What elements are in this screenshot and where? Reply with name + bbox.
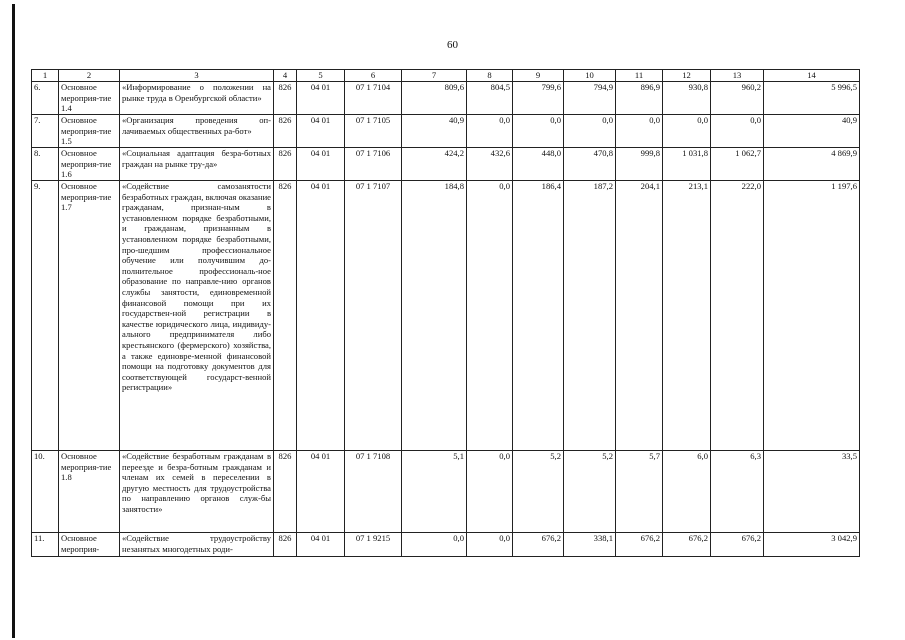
header-cell: 2	[59, 70, 120, 82]
row-number: 9.	[32, 181, 59, 451]
activity-name: Основное мероприя-тие 1.6	[59, 148, 120, 181]
header-cell: 13	[711, 70, 764, 82]
row-number: 10.	[32, 451, 59, 533]
value-cell: 187,2	[564, 181, 616, 451]
code-cell: 04 01	[297, 451, 345, 533]
activity-name: Основное мероприя-тие 1.4	[59, 82, 120, 115]
header-cell: 14	[764, 70, 860, 82]
value-cell: 809,6	[402, 82, 467, 115]
value-cell: 676,2	[663, 533, 711, 557]
code-cell: 826	[274, 181, 297, 451]
total-cell: 5 996,5	[764, 82, 860, 115]
code-cell: 07 1 7105	[345, 115, 402, 148]
table-row	[32, 115, 860, 148]
total-cell: 33,5	[764, 451, 860, 533]
value-cell: 213,1	[663, 181, 711, 451]
value-cell: 999,8	[616, 148, 663, 181]
activity-description: «Организация проведения оп-лачиваемых общественных ра-бот»	[120, 115, 274, 148]
value-cell: 0,0	[402, 533, 467, 557]
row-number: 11.	[32, 533, 59, 557]
value-cell: 40,9	[402, 115, 467, 148]
table-row	[32, 148, 860, 181]
value-cell: 222,0	[711, 181, 764, 451]
value-cell: 0,0	[711, 115, 764, 148]
row-number: 6.	[32, 82, 59, 115]
value-cell: 896,9	[616, 82, 663, 115]
value-cell: 960,2	[711, 82, 764, 115]
total-cell: 40,9	[764, 115, 860, 148]
value-cell: 1 062,7	[711, 148, 764, 181]
value-cell: 0,0	[467, 181, 513, 451]
header-cell: 1	[32, 70, 59, 82]
code-cell: 04 01	[297, 148, 345, 181]
value-cell: 184,8	[402, 181, 467, 451]
header-cell: 8	[467, 70, 513, 82]
total-cell: 1 197,6	[764, 181, 860, 451]
table-row	[32, 451, 860, 533]
value-cell: 0,0	[467, 451, 513, 533]
value-cell: 424,2	[402, 148, 467, 181]
total-cell: 3 042,9	[764, 533, 860, 557]
value-cell: 0,0	[467, 533, 513, 557]
header-cell: 11	[616, 70, 663, 82]
code-cell: 07 1 9215	[345, 533, 402, 557]
value-cell: 338,1	[564, 533, 616, 557]
header-cell: 5	[297, 70, 345, 82]
activity-description: «Содействие трудоустройству незанятых многодетных роди-	[120, 533, 274, 557]
value-cell: 5,7	[616, 451, 663, 533]
code-cell: 826	[274, 82, 297, 115]
header-cell: 9	[513, 70, 564, 82]
activity-description: «Содействие самозанятости безработных граждан, включая оказание гражданам, признан-ным в установленном порядке безработными, и гражданам, признанным в установленном порядке безработными, про-шедшим профессиональное обучение или получившим до-полнительное профессиональ-ное образование по направле-нию органов службы занятости, единовременной финансовой помощи при их государствен-ной регистрации в качестве юридического лица, индивиду-ального предпринимателя либо крестьянского (фермерского) хозяйства, а также единовре-менной финансовой помощи на подготовку документов для соответствующей государст-венной регистрации»	[120, 181, 274, 451]
code-cell: 826	[274, 533, 297, 557]
value-cell: 1 031,8	[663, 148, 711, 181]
activity-description: «Содействие безработным гражданам в переезде и безра-ботным гражданам и членам их семей в переселении в другую местность для трудоустройства по направлению органов служ-бы занятости»	[120, 451, 274, 533]
value-cell: 676,2	[616, 533, 663, 557]
value-cell: 0,0	[663, 115, 711, 148]
table-row	[32, 533, 860, 557]
value-cell: 799,6	[513, 82, 564, 115]
code-cell: 07 1 7106	[345, 148, 402, 181]
code-cell: 826	[274, 148, 297, 181]
value-cell: 448,0	[513, 148, 564, 181]
row-number: 7.	[32, 115, 59, 148]
code-cell: 826	[274, 451, 297, 533]
code-cell: 04 01	[297, 82, 345, 115]
table-row	[32, 181, 860, 451]
header-cell: 12	[663, 70, 711, 82]
budget-table	[31, 69, 860, 557]
code-cell: 04 01	[297, 181, 345, 451]
value-cell: 804,5	[467, 82, 513, 115]
value-cell: 204,1	[616, 181, 663, 451]
value-cell: 6,0	[663, 451, 711, 533]
code-cell: 07 1 7107	[345, 181, 402, 451]
header-cell: 7	[402, 70, 467, 82]
activity-description: «Социальная адаптация безра-ботных граждан на рынке тру-да»	[120, 148, 274, 181]
table-header-row	[32, 70, 860, 82]
code-cell: 826	[274, 115, 297, 148]
header-cell: 6	[345, 70, 402, 82]
row-number: 8.	[32, 148, 59, 181]
value-cell: 186,4	[513, 181, 564, 451]
activity-description: «Информирование о положении на рынке труда в Оренбургской области»	[120, 82, 274, 115]
activity-name: Основное мероприя-тие 1.7	[59, 181, 120, 451]
header-cell: 4	[274, 70, 297, 82]
page-number: 60	[447, 39, 458, 51]
value-cell: 794,9	[564, 82, 616, 115]
total-cell: 4 869,9	[764, 148, 860, 181]
code-cell: 04 01	[297, 115, 345, 148]
value-cell: 5,2	[564, 451, 616, 533]
header-cell: 10	[564, 70, 616, 82]
value-cell: 930,8	[663, 82, 711, 115]
value-cell: 470,8	[564, 148, 616, 181]
value-cell: 0,0	[564, 115, 616, 148]
value-cell: 432,6	[467, 148, 513, 181]
code-cell: 04 01	[297, 533, 345, 557]
value-cell: 0,0	[616, 115, 663, 148]
value-cell: 0,0	[467, 115, 513, 148]
value-cell: 676,2	[513, 533, 564, 557]
value-cell: 5,1	[402, 451, 467, 533]
activity-name: Основное мероприя-	[59, 533, 120, 557]
activity-name: Основное мероприя-тие 1.5	[59, 115, 120, 148]
code-cell: 07 1 7108	[345, 451, 402, 533]
table-row	[32, 82, 860, 115]
value-cell: 0,0	[513, 115, 564, 148]
activity-name: Основное мероприя-тие 1.8	[59, 451, 120, 533]
value-cell: 676,2	[711, 533, 764, 557]
header-cell: 3	[120, 70, 274, 82]
page-edge-bar	[12, 4, 15, 638]
value-cell: 6,3	[711, 451, 764, 533]
code-cell: 07 1 7104	[345, 82, 402, 115]
value-cell: 5,2	[513, 451, 564, 533]
